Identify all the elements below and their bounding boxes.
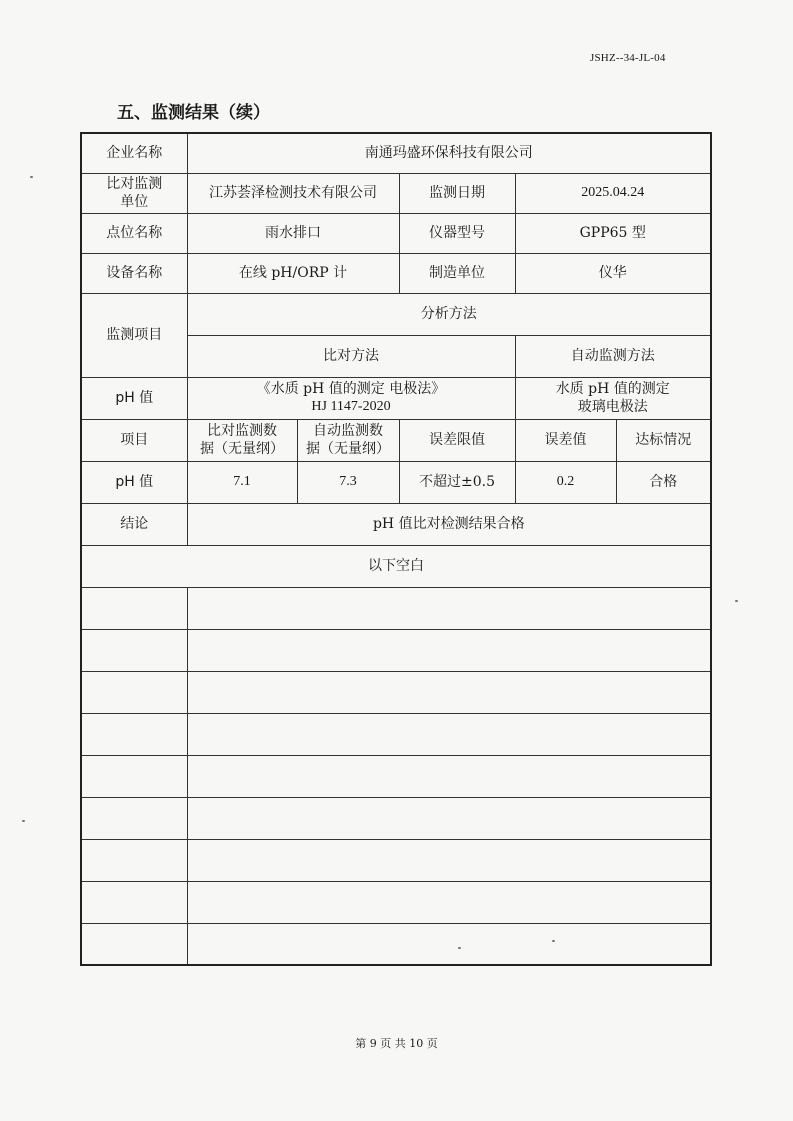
date-label: 监测日期 [399, 173, 515, 213]
row-error-value: 0.2 [515, 461, 616, 503]
table-row [81, 461, 711, 503]
col-error-header: 误差值 [515, 419, 616, 461]
enterprise-value: 南通玛盛环保科技有限公司 [187, 133, 711, 173]
device-label: 设备名称 [81, 253, 187, 293]
ph-label: pH 值 [81, 377, 187, 419]
blank-row [81, 923, 711, 965]
table-row [81, 173, 711, 213]
compare-unit-label: 比对监测单位 [81, 173, 187, 213]
blank-row [81, 587, 711, 629]
blank-note: 以下空白 [81, 545, 711, 587]
auto-method-header: 自动监测方法 [515, 335, 711, 377]
auto-method-line: 水质 pH 值的测定 [555, 381, 670, 397]
scan-speck [458, 947, 461, 949]
row-item: pH 值 [81, 461, 187, 503]
table-row [81, 545, 711, 587]
compare-method-code: HJ 1147-2020 [311, 399, 391, 414]
section-title: 五、监测结果（续） [117, 103, 270, 123]
table-row [81, 133, 711, 173]
blank-row [81, 881, 711, 923]
blank-row [81, 629, 711, 671]
table-row [81, 377, 711, 419]
row-status-value: 合格 [616, 461, 711, 503]
point-value: 雨水排口 [187, 213, 399, 253]
document-code: JSHZ--34-JL-04 [590, 52, 666, 64]
col-auto-line: 据（无量纲） [306, 441, 390, 457]
table-row [81, 253, 711, 293]
blank-row [81, 839, 711, 881]
col-auto-header [297, 419, 399, 461]
col-limit-header: 误差限值 [399, 419, 515, 461]
auto-method-line: 玻璃电极法 [577, 399, 648, 415]
blank-row [81, 671, 711, 713]
date-value: 2025.04.24 [515, 173, 711, 213]
row-limit-value: 不超过±0.5 [399, 461, 515, 503]
item-label: 监测项目 [81, 293, 187, 377]
compare-unit-value: 江苏荟泽检测技术有限公司 [187, 173, 399, 213]
table-row [81, 213, 711, 253]
scan-speck [22, 820, 25, 822]
row-compare-value: 7.1 [187, 461, 297, 503]
scan-speck [552, 940, 555, 942]
scan-speck [735, 600, 738, 602]
col-compare-line: 比对监测数 [207, 423, 277, 439]
point-label: 点位名称 [81, 213, 187, 253]
auto-method-standard [515, 377, 711, 419]
col-compare-header [187, 419, 297, 461]
table-row [81, 419, 711, 461]
instrument-value: GPP65 型 [515, 213, 711, 253]
method-header: 分析方法 [187, 293, 711, 335]
device-value: 在线 pH/ORP 计 [187, 253, 399, 293]
enterprise-label: 企业名称 [81, 133, 187, 173]
blank-row [81, 797, 711, 839]
compare-method-line: 《水质 pH 值的测定 电极法》 [256, 381, 446, 397]
instrument-label: 仪器型号 [399, 213, 515, 253]
scan-speck [30, 176, 33, 178]
table-row [81, 293, 711, 335]
compare-method-standard [187, 377, 515, 419]
col-item-header: 项目 [81, 419, 187, 461]
compare-method-header: 比对方法 [187, 335, 515, 377]
maker-value: 仪华 [515, 253, 711, 293]
blank-row [81, 755, 711, 797]
table-row [81, 503, 711, 545]
row-auto-value: 7.3 [297, 461, 399, 503]
blank-row [81, 713, 711, 755]
page-number: 第 9 页 共 10 页 [355, 1037, 438, 1050]
col-status-header: 达标情况 [616, 419, 711, 461]
conclusion-value: pH 值比对检测结果合格 [187, 503, 711, 545]
monitoring-results-table [80, 132, 712, 966]
col-auto-line: 自动监测数 [313, 423, 383, 439]
col-compare-line: 据（无量纲） [200, 441, 284, 457]
maker-label: 制造单位 [399, 253, 515, 293]
conclusion-label: 结论 [81, 503, 187, 545]
